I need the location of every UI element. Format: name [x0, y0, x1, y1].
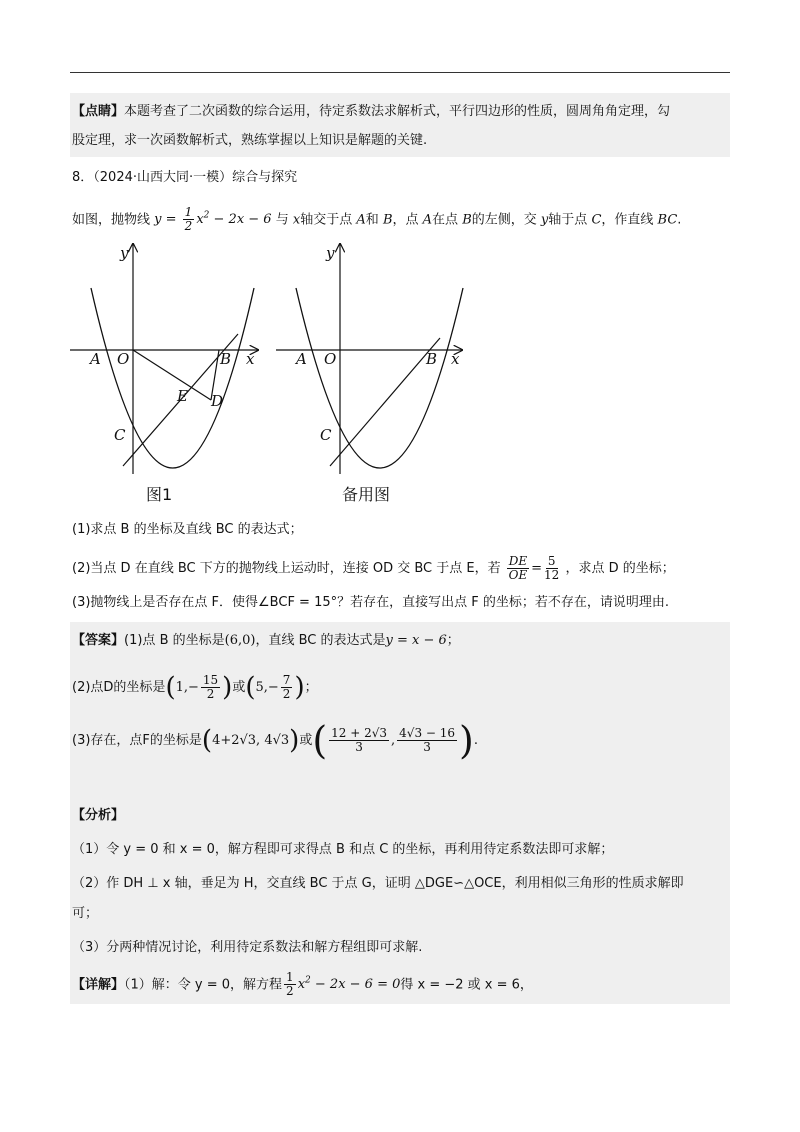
question-2-text-b: ，求点 D 的坐标； — [565, 561, 675, 576]
answer-3-pre: (3)存在，点F的坐标是 — [72, 733, 202, 748]
dianjing-text-1: 本题考查了二次函数的综合运用，待定系数法求解析式，平行四边形的性质，圆周角角定理，勾 — [124, 104, 671, 119]
detail-label: 【详解】 — [72, 977, 125, 993]
analysis-1: （1）令 y = 0 和 x = 0，解方程即可求得点 B 和点 C 的坐标，再利用待定系数法即可求解； — [72, 842, 614, 857]
analysis-3: （3）分两种情况讨论，利用待定系数法和解方程组即可求解. — [72, 940, 423, 955]
label-c: C — [114, 426, 126, 444]
intro-text-h: 轴于点 — [548, 212, 588, 228]
frac-12-2root3-3: $\frac{12 + 2√3}{3}$ — [331, 726, 388, 754]
ratio-de-oe: $\frac{DE}{OE}$ — [508, 554, 528, 582]
analysis-label: 【分析】 — [72, 808, 125, 823]
header-rule — [70, 72, 730, 73]
figure-1-caption: 图1 — [146, 485, 173, 504]
detail-mid: 得 x = −2 或 x = 6， — [400, 977, 533, 993]
dianjing-text-2: 股定理，求一次函数解析式，熟练掌握以上知识是解题的关键. — [72, 133, 428, 148]
label-x: x — [246, 350, 255, 368]
answer-2: (2)点D的坐标是(1,− $\frac{15}{2}$ )或(5,− $\frac{7}{2}$ )； — [72, 672, 318, 703]
figure-1 — [68, 238, 268, 508]
dianjing-label: 【点睛】 — [72, 104, 125, 119]
intro-text-e: ，点 — [392, 212, 419, 228]
answer-3-or: 或 — [299, 733, 313, 748]
problem-source: （2024·山西大同·一模）综合与探究 — [93, 170, 298, 185]
parabola-formula: y = $\frac{1}{2}$ $x^2 - 2x - 6$ — [154, 205, 272, 234]
question-1: (1)求点 B 的坐标及直线 BC 的表达式； — [72, 522, 303, 537]
answer-1-expr: y = x − 6 — [385, 633, 447, 648]
label-a: A — [90, 350, 101, 368]
answer-1-end: ； — [446, 633, 460, 648]
label-y: y — [120, 244, 129, 262]
label-y: y — [326, 244, 335, 262]
answer-2-pre: (2)点D的坐标是 — [72, 680, 166, 695]
answer-2-or: 或 — [232, 680, 246, 695]
answer-3-end: . — [473, 733, 479, 748]
problem-intro: 如图，抛物线 y = $\frac{1}{2}$ $x^2 - 2x - 6$ 与 x轴交于点 A和 B，点 A在点 B的左侧，交 y轴于点 C，作直线 BC. — [72, 205, 682, 234]
answer-label: 【答案】 — [72, 633, 125, 648]
answer-1-coord: (6,0) — [224, 633, 256, 648]
intro-text-g: 的左侧，交 — [471, 212, 537, 228]
label-o: O — [117, 350, 130, 368]
formula-half-fraction: $\frac{1}{2}$ — [184, 205, 193, 234]
question-2: (2)当点 D 在直线 BC 下方的抛物线上运动时，连接 OD 交 BC 于点 E，若 $\frac{DE}{OE}$ = $\frac{5}{12}$ ，求点 D 的坐标； — [72, 554, 675, 582]
answer-1-pre: (1)点 B 的坐标是 — [124, 633, 225, 648]
frac-15-2: $\frac{15}{2}$ — [202, 673, 219, 701]
problem-number: 8． — [72, 170, 94, 185]
answer-1 — [72, 631, 460, 651]
label-e: E — [177, 387, 188, 405]
ratio-5-12: $\frac{5}{12}$ — [544, 554, 560, 582]
analysis-2a: （2）作 DH ⊥ x 轴，垂足为 H，交直线 BC 于点 G，证明 △DGE∽△OCE，利用相似三角形的性质求解即 — [72, 876, 684, 891]
intro-text-b: 与 — [275, 212, 289, 228]
answer-3: (3)存在，点F的坐标是(4+2√3, 4√3)或( $\frac{12 + 2√3}{3}$ , $\frac{4√3 - 16}{3}$ ). — [72, 718, 479, 763]
frac-4root3-16-3: $\frac{4√3 - 16}{3}$ — [399, 726, 456, 754]
dianjing-line2 — [72, 131, 427, 151]
detail-half-fraction: $\frac{1}{2}$ — [286, 970, 294, 999]
question-2-text-a: (2)当点 D 在直线 BC 下方的抛物线上运动时，连接 OD 交 BC 于点 E，若 — [72, 561, 501, 576]
label-x: x — [451, 350, 460, 368]
answer-2-end: ； — [304, 680, 318, 695]
segment-od — [133, 350, 211, 400]
analysis-2b: 可； — [72, 906, 99, 921]
intro-text-a: 如图，抛物线 — [72, 212, 151, 228]
figure-2 — [270, 238, 470, 508]
detail-line: 【详解】（1）解：令 y = 0，解方程 $\frac{1}{2}$ $x^2 - 2x - 6 = 0$得 x = −2 或 x = 6， — [72, 970, 533, 999]
intro-text-i: ，作直线 — [601, 212, 654, 228]
detail-pre: （1）解：令 y = 0，解方程 — [124, 977, 283, 993]
frac-7-2: $\frac{7}{2}$ — [282, 673, 291, 701]
label-o: O — [324, 350, 337, 368]
answer-3-coord1: 4+2√3, 4√3 — [212, 733, 290, 748]
dianjing-line1 — [72, 102, 670, 122]
label-b: B — [426, 350, 438, 368]
line-bc — [330, 338, 440, 466]
label-d: D — [211, 392, 224, 410]
label-b: B — [220, 350, 232, 368]
problem-heading — [72, 168, 297, 188]
figure-2-caption: 备用图 — [342, 485, 391, 504]
question-3: (3)抛物线上是否存在点 F．使得∠BCF = 15°？若存在，直接写出点 F 的坐标；若不存在，请说明理由. — [72, 595, 669, 610]
intro-text-f: 在点 — [432, 212, 459, 228]
intro-text-d: 和 — [365, 212, 379, 228]
label-a: A — [296, 350, 307, 368]
label-c: C — [320, 426, 332, 444]
intro-text-c: 轴交于点 — [300, 212, 353, 228]
answer-1-mid: ，直线 BC 的表达式是 — [255, 633, 386, 648]
